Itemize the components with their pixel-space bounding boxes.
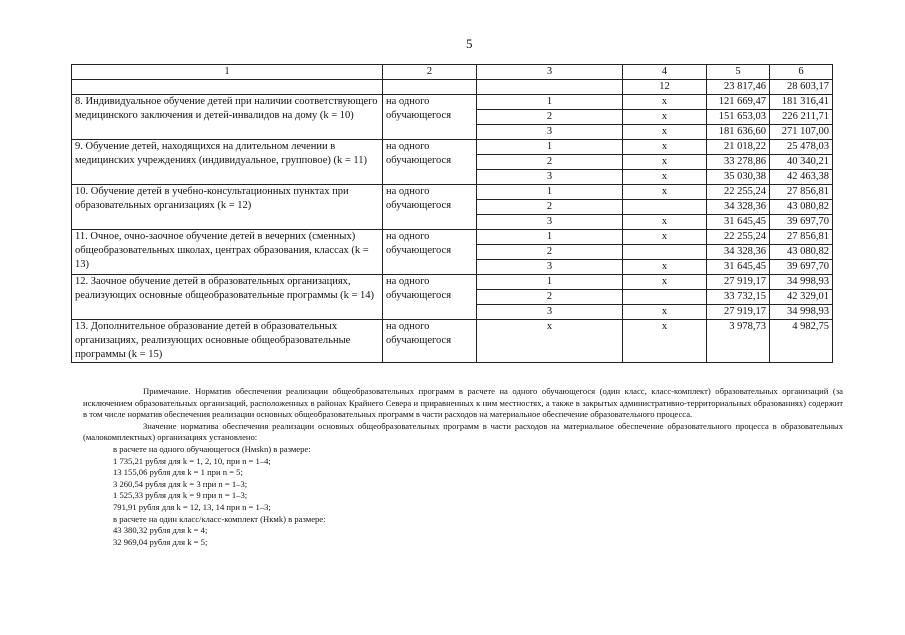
cell: x xyxy=(623,155,707,170)
cell: 31 645,45 xyxy=(707,260,770,275)
cell: 34 998,93 xyxy=(770,305,833,320)
table-row xyxy=(72,320,833,363)
cell: 2 xyxy=(477,110,623,125)
cell: x xyxy=(623,140,707,155)
cell: x xyxy=(623,110,707,125)
table-row xyxy=(72,185,833,200)
note-paragraph: Значение норматива обеспечения реализации основных общеобразовательных программ в части расходов на материальное обеспечение образовательного процесса в образовательных (малокомплектных) организациях установлено: xyxy=(83,420,843,443)
note-list xyxy=(83,444,843,548)
note-line: в расчете на одного обучающегося (Нмskn) в размере: xyxy=(113,443,311,454)
col-header-5: 5 xyxy=(707,65,770,80)
row-name: 13. Дополнительное образование детей в образовательных организациях, реализующих основные общеобразовательные программы (k = 15) xyxy=(72,320,383,363)
cell: 39 697,70 xyxy=(770,215,833,230)
cell: x xyxy=(477,320,623,363)
cell: x xyxy=(623,305,707,320)
col-header-4: 4 xyxy=(623,65,707,80)
col-header-6: 6 xyxy=(770,65,833,80)
cell xyxy=(383,80,477,95)
cell: x xyxy=(623,275,707,290)
row-name: 11. Очное, очно-заочное обучение детей в вечерних (сменных) общеобразовательных школах, центрах образования, классах (k = 13) xyxy=(72,230,383,275)
cell: 25 478,03 xyxy=(770,140,833,155)
cell: x xyxy=(623,260,707,275)
cell: 34 328,36 xyxy=(707,200,770,215)
cell: 3 xyxy=(477,125,623,140)
note-line: 1 525,33 рубля для k = 9 при n = 1–3; xyxy=(113,490,248,501)
note-line: 3 260,54 рубля для k = 3 при n = 1–3; xyxy=(113,478,248,489)
cell: 23 817,46 xyxy=(707,80,770,95)
cell: 271 107,00 xyxy=(770,125,833,140)
cell: x xyxy=(623,185,707,200)
cell: 1 xyxy=(477,275,623,290)
cell: 2 xyxy=(477,290,623,305)
note-line: в расчете на один класс/класс-комплект (Нкмk) в размере: xyxy=(113,513,326,524)
note-section xyxy=(83,386,843,548)
col-header-3: 3 xyxy=(477,65,623,80)
cell: 1 xyxy=(477,140,623,155)
cell: 27 919,17 xyxy=(707,275,770,290)
cell: 1 xyxy=(477,95,623,110)
row-unit: на одного обучающегося xyxy=(383,320,477,363)
note-line: 1 735,21 рубля для k = 1, 2, 10, при n = 1–4; xyxy=(113,455,271,466)
col-header-2: 2 xyxy=(383,65,477,80)
cell xyxy=(623,290,707,305)
cell: 34 328,36 xyxy=(707,245,770,260)
cell: 4 982,75 xyxy=(770,320,833,363)
cell: x xyxy=(623,170,707,185)
row-unit: на одного обучающегося xyxy=(383,185,477,230)
row-unit: на одного обучающегося xyxy=(383,140,477,185)
note-line: 32 969,04 рубля для k = 5; xyxy=(113,536,208,547)
row-unit: на одного обучающегося xyxy=(383,275,477,320)
table-row xyxy=(72,80,833,95)
cell: 2 xyxy=(477,245,623,260)
cell: 34 998,93 xyxy=(770,275,833,290)
cell: 2 xyxy=(477,200,623,215)
col-header-1: 1 xyxy=(72,65,383,80)
cell: 181 316,41 xyxy=(770,95,833,110)
cell: 27 856,81 xyxy=(770,185,833,200)
cell: 226 211,71 xyxy=(770,110,833,125)
cell: 1 xyxy=(477,230,623,245)
cell: x xyxy=(623,230,707,245)
row-unit: на одного обучающегося xyxy=(383,230,477,275)
row-name: 8. Индивидуальное обучение детей при наличии соответствующего медицинского заключения и детей-инвалидов на дому (k = 10) xyxy=(72,95,383,140)
row-unit: на одного обучающегося xyxy=(383,95,477,140)
norms-table xyxy=(71,64,833,363)
table-row xyxy=(72,275,833,290)
row-name: 9. Обучение детей, находящихся на длительном лечении в медицинских учреждениях (индивидуальное, групповое) (k = 11) xyxy=(72,140,383,185)
cell: 39 697,70 xyxy=(770,260,833,275)
cell: 43 080,82 xyxy=(770,245,833,260)
cell: 27 919,17 xyxy=(707,305,770,320)
cell: 31 645,45 xyxy=(707,215,770,230)
cell: 27 856,81 xyxy=(770,230,833,245)
table-row xyxy=(72,95,833,110)
cell: 151 653,03 xyxy=(707,110,770,125)
note-line: 13 155,06 рубля для k = 1 при n = 5; xyxy=(113,467,243,478)
cell: 3 xyxy=(477,305,623,320)
cell: x xyxy=(623,320,707,363)
page-number: 5 xyxy=(466,36,473,51)
cell: 121 669,47 xyxy=(707,95,770,110)
cell: 2 xyxy=(477,155,623,170)
note-paragraph: Примечание. Норматив обеспечения реализации общеобразовательных программ в расчете на одного обучающегося (один класс, класс-комплект) образовательных организаций (за исключением образовательных организаций, расположенных в районах Крайнего Севера и приравненных к ним местностях, а также в закрытых административно-территориальных образованиях) содержит в том числе норматив обеспечения реализации основных общеобразовательных программ в части расходов на материальное обеспечение образовательного процесса. xyxy=(83,386,843,420)
cell: 22 255,24 xyxy=(707,230,770,245)
cell: 12 xyxy=(623,80,707,95)
cell: 1 xyxy=(477,185,623,200)
cell: x xyxy=(623,215,707,230)
cell: 3 978,73 xyxy=(707,320,770,363)
cell: 35 030,38 xyxy=(707,170,770,185)
note-line: 43 380,32 рубля для k = 4; xyxy=(113,525,208,536)
cell: 181 636,60 xyxy=(707,125,770,140)
cell: 28 603,17 xyxy=(770,80,833,95)
cell: x xyxy=(623,125,707,140)
cell: 33 732,15 xyxy=(707,290,770,305)
table-row xyxy=(72,140,833,155)
cell: 42 329,01 xyxy=(770,290,833,305)
note-line: 791,91 рубля для k = 12, 13, 14 при n = 1–3; xyxy=(113,501,271,512)
cell: 22 255,24 xyxy=(707,185,770,200)
cell xyxy=(477,80,623,95)
row-name: 12. Заочное обучение детей в образовательных организациях, реализующих основные общеобразовательные программы (k = 14) xyxy=(72,275,383,320)
cell xyxy=(72,80,383,95)
cell: 21 018,22 xyxy=(707,140,770,155)
row-name: 10. Обучение детей в учебно-консультационных пунктах при образовательных организациях (k = 12) xyxy=(72,185,383,230)
table-row xyxy=(72,230,833,245)
cell: 40 340,21 xyxy=(770,155,833,170)
cell: x xyxy=(623,95,707,110)
cell: 43 080,82 xyxy=(770,200,833,215)
column-number-row xyxy=(72,65,833,80)
cell: 3 xyxy=(477,215,623,230)
cell xyxy=(623,245,707,260)
cell xyxy=(623,200,707,215)
cell: 3 xyxy=(477,260,623,275)
cell: 3 xyxy=(477,170,623,185)
cell: 33 278,86 xyxy=(707,155,770,170)
cell: 42 463,38 xyxy=(770,170,833,185)
